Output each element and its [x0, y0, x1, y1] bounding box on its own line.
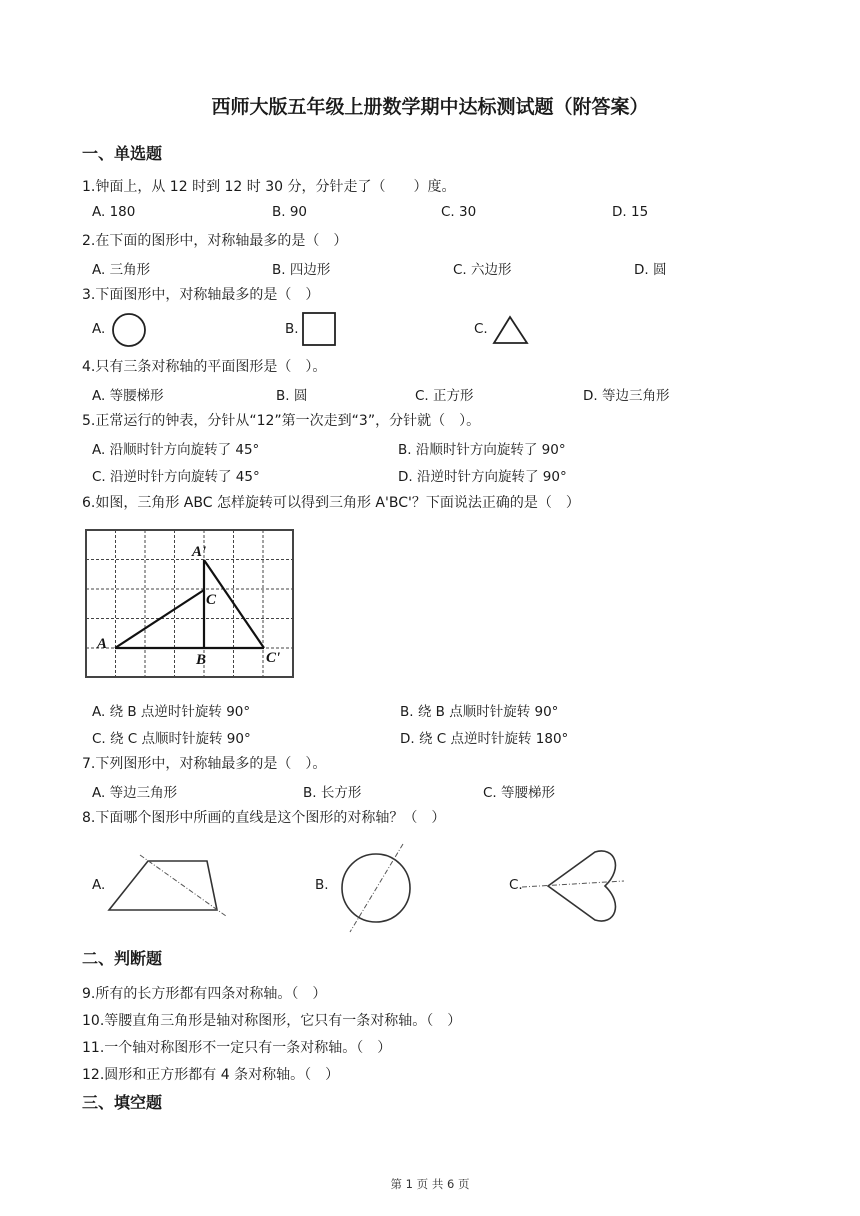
circle-axis-figure — [336, 842, 420, 934]
question-10: 10.等腰直角三角形是轴对称图形，它只有一条对称轴。（ ） — [82, 1013, 462, 1029]
q5-option-b[interactable]: B. 沿顺时针方向旋转了 90° — [398, 442, 566, 458]
section-heading-single-choice: 一、单选题 — [82, 144, 163, 163]
section-heading-fill-in: 三、填空题 — [82, 1093, 163, 1112]
q5-option-d[interactable]: D. 沿逆时针方向旋转了 90° — [398, 469, 567, 485]
q4-option-d[interactable]: D. 等边三角形 — [583, 388, 670, 404]
rotation-grid-figure — [84, 528, 296, 680]
q8-option-c[interactable]: C. — [509, 877, 523, 893]
question-11: 11.一个轴对称图形不一定只有一条对称轴。（ ） — [82, 1040, 392, 1056]
label-a: A — [97, 636, 108, 652]
q6-option-d[interactable]: D. 绕 C 点逆时针旋转 180° — [400, 731, 569, 747]
label-c: C — [206, 592, 217, 608]
q3-option-c[interactable]: C. — [474, 321, 488, 337]
question-5: 5.正常运行的钟表，分针从“12”第一次走到“3”，分针就（ ）。 — [82, 413, 481, 429]
q4-option-c[interactable]: C. 正方形 — [415, 388, 474, 404]
q8-option-a[interactable]: A. — [92, 877, 106, 893]
q1-option-b[interactable]: B. 90 — [272, 204, 308, 220]
q1-option-a[interactable]: A. 180 — [92, 204, 136, 220]
label-b: B — [196, 652, 207, 668]
q2-option-a[interactable]: A. 三角形 — [92, 262, 151, 278]
q3-option-a[interactable]: A. — [92, 321, 106, 337]
question-1: 1.钟面上，从 12 时到 12 时 30 分，分针走了（ ）度。 — [82, 179, 456, 195]
q2-option-c[interactable]: C. 六边形 — [453, 262, 512, 278]
q4-option-b[interactable]: B. 圆 — [276, 388, 308, 404]
section-heading-true-false: 二、判断题 — [82, 949, 163, 968]
square-shape-icon — [300, 311, 340, 347]
page-title: 西师大版五年级上册数学期中达标测试题（附答案） — [211, 96, 649, 118]
question-9: 9.所有的长方形都有四条对称轴。（ ） — [82, 986, 327, 1002]
q2-option-d[interactable]: D. 圆 — [634, 262, 667, 278]
q7-option-b[interactable]: B. 长方形 — [303, 785, 362, 801]
label-a-prime: A' — [192, 544, 207, 560]
q6-option-a[interactable]: A. 绕 B 点逆时针旋转 90° — [92, 704, 251, 720]
question-4: 4.只有三条对称轴的平面图形是（ ）。 — [82, 359, 327, 375]
question-8: 8.下面哪个图形中所画的直线是这个图形的对称轴？（ ） — [82, 810, 446, 826]
q5-option-a[interactable]: A. 沿顺时针方向旋转了 45° — [92, 442, 260, 458]
q7-option-a[interactable]: A. 等边三角形 — [92, 785, 178, 801]
q3-option-b[interactable]: B. — [285, 321, 299, 337]
q2-option-b[interactable]: B. 四边形 — [272, 262, 331, 278]
label-c-prime: C' — [266, 650, 281, 666]
question-3: 3.下面图形中，对称轴最多的是（ ） — [82, 287, 320, 303]
q8-option-b[interactable]: B. — [315, 877, 329, 893]
q7-option-c[interactable]: C. 等腰梯形 — [483, 785, 556, 801]
question-2: 2.在下面的图形中，对称轴最多的是（ ） — [82, 233, 348, 249]
trapezoid-axis-figure — [106, 852, 234, 918]
triangle-shape-icon — [492, 314, 532, 346]
q5-option-c[interactable]: C. 沿逆时针方向旋转了 45° — [92, 469, 260, 485]
q1-option-c[interactable]: C. 30 — [441, 204, 477, 220]
q6-option-b[interactable]: B. 绕 B 点顺时针旋转 90° — [400, 704, 559, 720]
question-12: 12.圆形和正方形都有 4 条对称轴。（ ） — [82, 1067, 340, 1083]
q4-option-a[interactable]: A. 等腰梯形 — [92, 388, 164, 404]
q6-option-c[interactable]: C. 绕 C 点顺时针旋转 90° — [92, 731, 251, 747]
question-7: 7.下列图形中，对称轴最多的是（ ）。 — [82, 756, 327, 772]
q1-option-d[interactable]: D. 15 — [612, 204, 649, 220]
circle-shape-icon — [110, 312, 150, 348]
page-footer: 第 1 页 共 6 页 — [390, 1177, 470, 1191]
question-6: 6.如图，三角形 ABC 怎样旋转可以得到三角形 A'BC'？下面说法正确的是（ ） — [82, 495, 580, 511]
heart-axis-figure — [520, 846, 626, 922]
